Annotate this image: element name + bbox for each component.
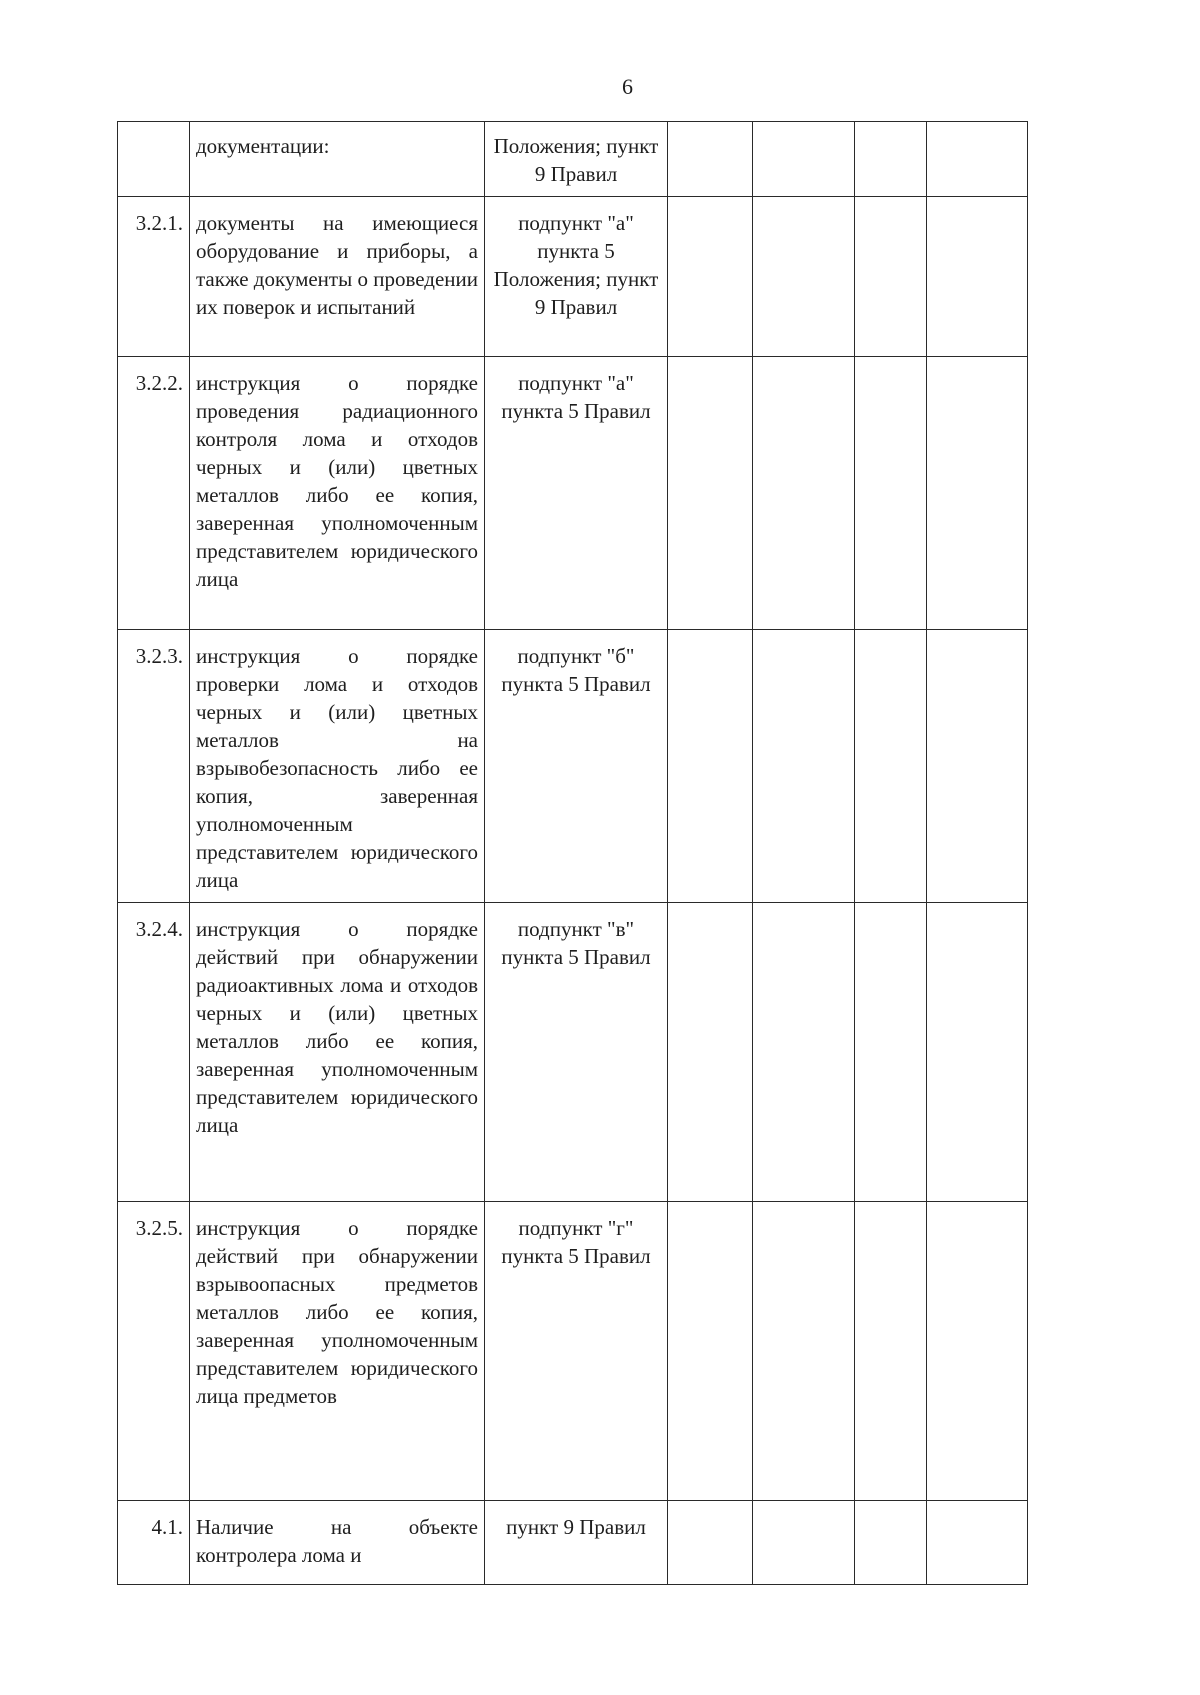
table-row (118, 903, 1028, 1202)
item-reference: подпункт "в" пункта 5 Правил (485, 903, 668, 1202)
item-description: Наличие на объекте контролера лома и (190, 1501, 485, 1585)
table-row (118, 357, 1028, 630)
item-description: документы на имеющиеся оборудование и приборы, а также документы о проведении их поверок и испытаний (190, 197, 485, 357)
empty-cell (753, 630, 855, 903)
table-row (118, 1501, 1028, 1585)
empty-cell (668, 122, 753, 197)
empty-cell (927, 1501, 1028, 1585)
item-description: инструкция о порядке проверки лома и отходов черных и (или) цветных металлов на взрывобезопасность либо ее копия, заверенная уполномоченным представителем юридического лица (190, 630, 485, 903)
item-number: 3.2.4. (118, 903, 190, 1202)
empty-cell (855, 630, 927, 903)
empty-cell (927, 903, 1028, 1202)
item-number: 3.2.1. (118, 197, 190, 357)
item-description: инструкция о порядке действий при обнаружении радиоактивных лома и отходов черных и (или) цветных металлов либо ее копия, заверенная уполномоченным представителем юридического лица (190, 903, 485, 1202)
checklist-table (117, 121, 1028, 1585)
empty-cell (753, 122, 855, 197)
item-description: документации: (190, 122, 485, 197)
item-reference: подпункт "а" пункта 5 Положения; пункт 9 Правил (485, 197, 668, 357)
empty-cell (855, 122, 927, 197)
empty-cell (855, 1501, 927, 1585)
item-number: 3.2.5. (118, 1202, 190, 1501)
empty-cell (855, 197, 927, 357)
item-reference: подпункт "г" пункта 5 Правил (485, 1202, 668, 1501)
empty-cell (927, 357, 1028, 630)
page-number: 6 (622, 74, 633, 99)
empty-cell (855, 903, 927, 1202)
table-row (118, 630, 1028, 903)
empty-cell (927, 630, 1028, 903)
table-row (118, 197, 1028, 357)
empty-cell (668, 1501, 753, 1585)
item-description: инструкция о порядке проведения радиационного контроля лома и отходов черных и (или) цветных металлов либо ее копия, заверенная уполномоченным представителем юридического лица (190, 357, 485, 630)
empty-cell (927, 122, 1028, 197)
empty-cell (668, 903, 753, 1202)
empty-cell (855, 1202, 927, 1501)
item-number (118, 122, 190, 197)
item-reference: Положения; пункт 9 Правил (485, 122, 668, 197)
table-row (118, 122, 1028, 197)
empty-cell (668, 197, 753, 357)
item-description: инструкция о порядке действий при обнаружении взрывоопасных предметов металлов либо ее копия, заверенная уполномоченным представителем юридического лица предметов (190, 1202, 485, 1501)
empty-cell (855, 357, 927, 630)
empty-cell (753, 197, 855, 357)
empty-cell (753, 903, 855, 1202)
item-number: 3.2.2. (118, 357, 190, 630)
item-reference: подпункт "б" пункта 5 Правил (485, 630, 668, 903)
empty-cell (927, 1202, 1028, 1501)
item-number: 3.2.3. (118, 630, 190, 903)
table-row (118, 1202, 1028, 1501)
item-reference: пункт 9 Правил (485, 1501, 668, 1585)
empty-cell (753, 1501, 855, 1585)
empty-cell (668, 630, 753, 903)
empty-cell (753, 357, 855, 630)
empty-cell (753, 1202, 855, 1501)
item-reference: подпункт "а" пункта 5 Правил (485, 357, 668, 630)
empty-cell (668, 1202, 753, 1501)
empty-cell (668, 357, 753, 630)
item-number: 4.1. (118, 1501, 190, 1585)
empty-cell (927, 197, 1028, 357)
